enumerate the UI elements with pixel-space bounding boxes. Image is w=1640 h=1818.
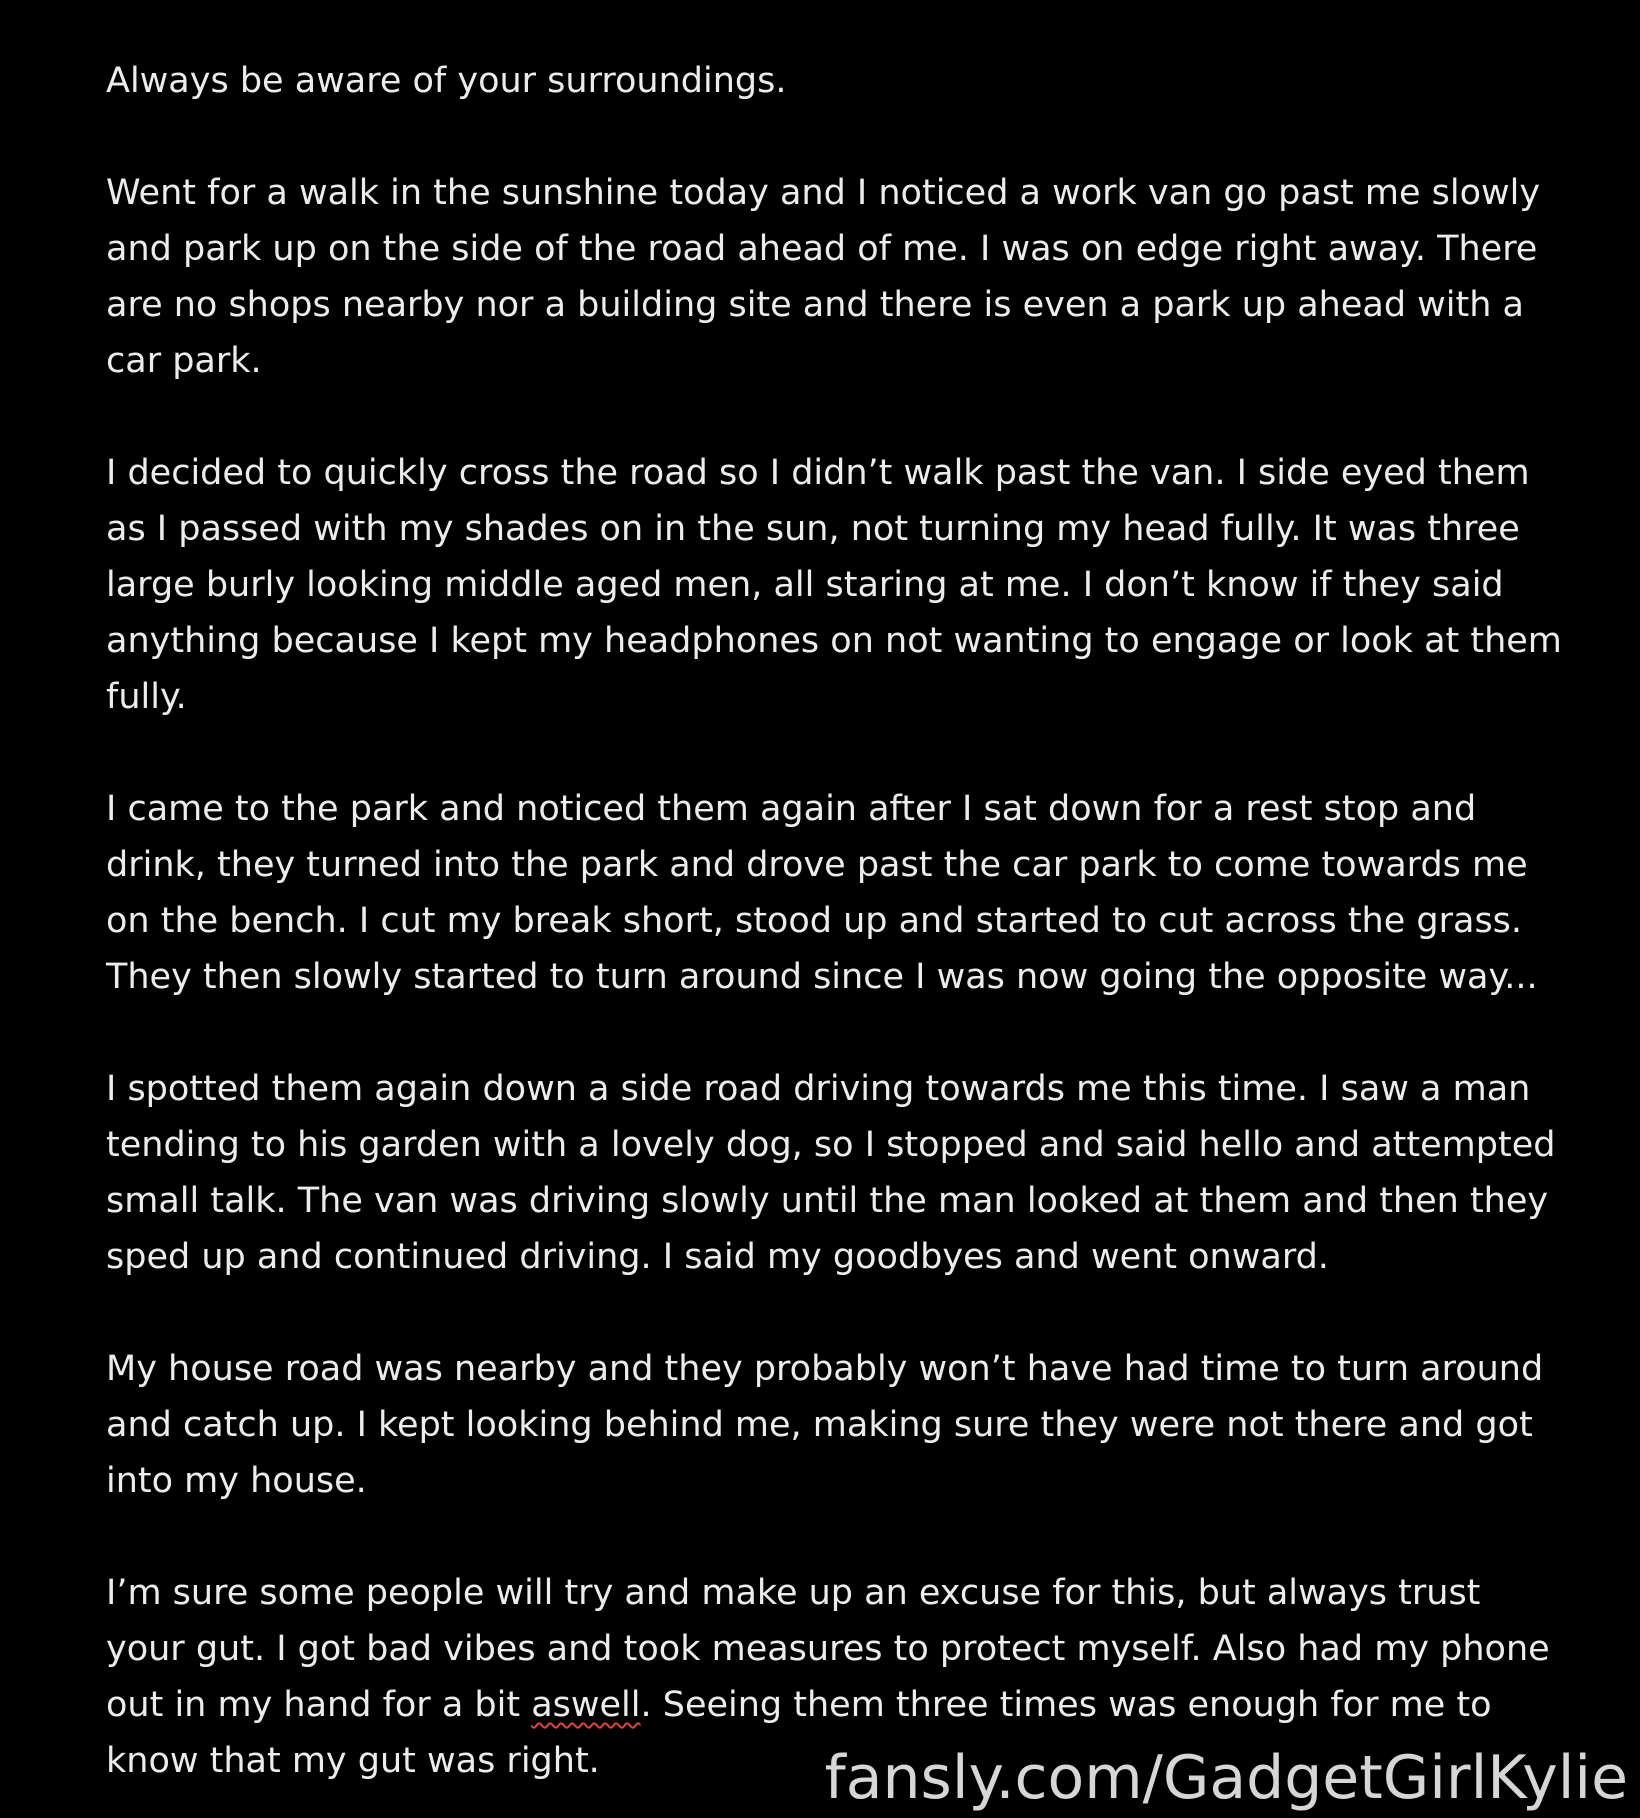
note-paragraph-7-after: . Seeing them three times was enough for me to know that my gut was right.	[106, 1685, 1492, 1781]
note-paragraph-7-before: I’m sure some people will try and make up an excuse for this, but always trust your gut. I got bad vibes and took measures to protect myself. Also had my phone out in my hand for a bit	[106, 1573, 1550, 1725]
watermark-text: fansly.com/GadgetGirlKylie	[824, 1743, 1628, 1813]
note-paragraph-1: Always be aware of your surroundings.	[106, 61, 787, 101]
note-paragraph-4: I came to the park and noticed them again after I sat down for a rest stop and drink, they turned into the park and drove past the car park to come towards me on the bench. I cut my break short, stood up and started to cut across the grass. They then slowly started to turn around since I was now going the opposite way...	[106, 789, 1538, 997]
misspelled-word[interactable]: aswell	[531, 1685, 641, 1725]
note-paragraph-6: My house road was nearby and they probably won’t have had time to turn around and catch up. I kept looking behind me, making sure they were not there and got into my house.	[106, 1349, 1544, 1501]
note-paragraph-2: Went for a walk in the sunshine today and I noticed a work van go past me slowly and park up on the side of the road ahead of me. I was on edge right away. There are no shops nearby nor a building site and there is even a park up ahead with a car park.	[106, 173, 1541, 381]
note-paragraph-3: I decided to quickly cross the road so I didn’t walk past the van. I side eyed them as I passed with my shades on in the sun, not turning my head fully. It was three large burly looking middle aged men, all staring at me. I don’t know if they said anything because I kept my headphones on not wanting to engage or look at them fully.	[106, 453, 1562, 717]
note-body[interactable]	[106, 53, 1566, 1789]
note-paragraph-5: I spotted them again down a side road driving towards me this time. I saw a man tending to his garden with a lovely dog, so I stopped and said hello and attempted small talk. The van was driving slowly until the man looked at them and then they sped up and continued driving. I said my goodbyes and went onward.	[106, 1069, 1556, 1277]
